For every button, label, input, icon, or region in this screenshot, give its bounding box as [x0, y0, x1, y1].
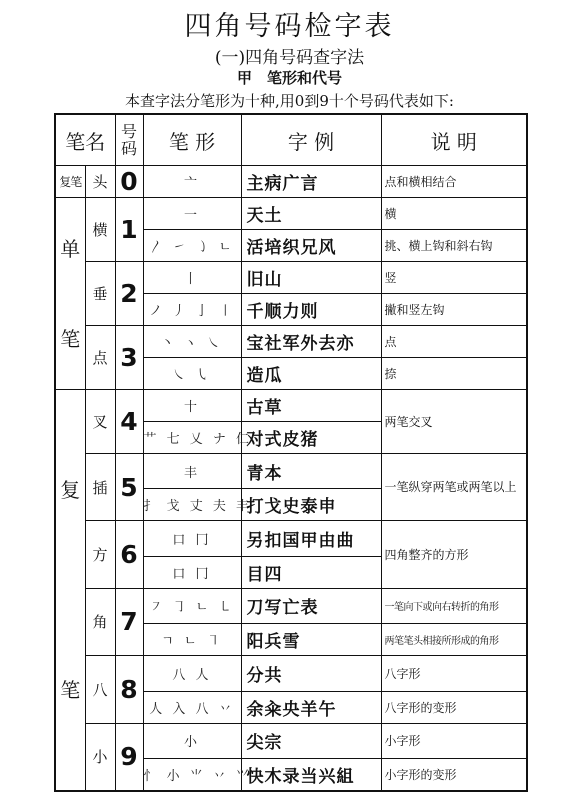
- stroke-shape: 小: [143, 723, 241, 758]
- subcategory: 角: [85, 588, 115, 655]
- note: 两笔交叉: [381, 390, 527, 454]
- note: 横: [381, 198, 527, 230]
- category-compound-head: 复笔: [55, 166, 85, 198]
- example-chars: 青本: [241, 454, 381, 489]
- code-number: 7: [115, 588, 143, 655]
- example-chars: 旧山: [241, 262, 381, 294]
- note: 八字形的变形: [381, 691, 527, 723]
- code-number: 0: [115, 166, 143, 198]
- stroke-shape: 丶 ヽ ㇏: [143, 326, 241, 358]
- table-row: [55, 723, 527, 758]
- header-number: 号码: [115, 114, 143, 166]
- stroke-shape: 忄 小 ⺌ 丷 ⺍: [143, 759, 241, 792]
- subcategory: 头: [85, 166, 115, 198]
- code-number: 4: [115, 390, 143, 454]
- category-compound: [55, 390, 85, 792]
- table-row: [55, 326, 527, 358]
- example-chars: 对式皮猪: [241, 422, 381, 454]
- note: 一笔纵穿两笔或两笔以上: [381, 454, 527, 521]
- note: 两笔笔头相接所形成的角形: [381, 624, 527, 656]
- code-number: 8: [115, 656, 143, 723]
- note: 八字形: [381, 656, 527, 691]
- example-chars: 造瓜: [241, 358, 381, 390]
- stroke-shape: 口 冂: [143, 521, 241, 556]
- stroke-shape: 人 入 八 丷: [143, 691, 241, 723]
- stroke-shape: 十: [143, 390, 241, 422]
- example-chars: 活培织兄风: [241, 230, 381, 262]
- stroke-shape: 一: [143, 198, 241, 230]
- header-stroke: 笔 形: [143, 114, 241, 166]
- stroke-shape: 口 冂: [143, 556, 241, 588]
- intro-text: 本查字法分笔形为十种,用0到9十个号码代表如下:: [125, 92, 454, 110]
- example-chars: 古草: [241, 390, 381, 422]
- table-row: [55, 198, 527, 230]
- category-single: [55, 198, 85, 390]
- note: 一笔向下或向右转折的角形: [381, 588, 527, 623]
- subcategory: 叉: [85, 390, 115, 454]
- stroke-shape: 亠: [143, 166, 241, 198]
- subcategory: 插: [85, 454, 115, 521]
- stroke-shape: 扌 戈 丈 夫 丰: [143, 489, 241, 521]
- table-row: [55, 262, 527, 294]
- stroke-shape: 艹 七 乂 ナ 仁: [143, 422, 241, 454]
- code-number: 5: [115, 454, 143, 521]
- stroke-shape: 丰: [143, 454, 241, 489]
- example-chars: 宝社军外去亦: [241, 326, 381, 358]
- subcategory: 八: [85, 656, 115, 723]
- example-chars: 主病广言: [241, 166, 381, 198]
- note: 小字形的变形: [381, 759, 527, 792]
- example-chars: 刀写亡表: [241, 588, 381, 623]
- note: 小字形: [381, 723, 527, 758]
- table-row: [55, 521, 527, 556]
- example-chars: 阳兵雪: [241, 624, 381, 656]
- section-heading: 甲 笔形和代号: [236, 69, 342, 87]
- stroke-shape: ㄱ ㄴ ㇕: [143, 624, 241, 656]
- table-row: [55, 166, 527, 198]
- note: 竖: [381, 262, 527, 294]
- code-number: 6: [115, 521, 143, 588]
- stroke-shape: ㇇ ㇆ ㄴ ㇄: [143, 588, 241, 623]
- example-chars: 另扣国甲由曲: [241, 521, 381, 556]
- code-number: 1: [115, 198, 143, 262]
- category-compound-label: 复笔: [60, 478, 81, 702]
- header-category: 笔名: [55, 114, 115, 166]
- note: 撇和竖左钩: [381, 294, 527, 326]
- note: 挑、横上钩和斜右钩: [381, 230, 527, 262]
- stroke-shape: ノ 丿 亅 〡: [143, 294, 241, 326]
- code-number: 9: [115, 723, 143, 791]
- category-single-label: 单笔: [60, 236, 81, 351]
- header-example: 字 例: [241, 114, 381, 166]
- note: 四角整齐的方形: [381, 521, 527, 588]
- code-number: 2: [115, 262, 143, 326]
- note: 点: [381, 326, 527, 358]
- example-chars: 快木录当兴組: [241, 759, 381, 792]
- table-row: [55, 390, 527, 422]
- table-row: [55, 656, 527, 691]
- page-title: 四角号码检字表: [184, 11, 395, 42]
- stroke-shape: 八 人: [143, 656, 241, 691]
- subcategory: 横: [85, 198, 115, 262]
- example-chars: 打戈史泰申: [241, 489, 381, 521]
- example-chars: 目四: [241, 556, 381, 588]
- stroke-shape: 丨: [143, 262, 241, 294]
- table-row: [55, 454, 527, 489]
- stroke-shape: ㇏ ㇂: [143, 358, 241, 390]
- subcategory: 点: [85, 326, 115, 390]
- subtitle: (一)四角号码查字法: [214, 48, 365, 68]
- note: 捺: [381, 358, 527, 390]
- subcategory: 垂: [85, 262, 115, 326]
- example-chars: 余籴央羊午: [241, 691, 381, 723]
- stroke-shape: 〳 ㇀ ㇁ ㄴ: [143, 230, 241, 262]
- example-chars: 千顺力则: [241, 294, 381, 326]
- example-chars: 尖宗: [241, 723, 381, 758]
- four-corner-table: [54, 113, 528, 792]
- note: 点和横相结合: [381, 166, 527, 198]
- example-chars: 分共: [241, 656, 381, 691]
- example-chars: 天土: [241, 198, 381, 230]
- subcategory: 方: [85, 521, 115, 588]
- table-row: [55, 588, 527, 623]
- header-note: 说 明: [381, 114, 527, 166]
- code-number: 3: [115, 326, 143, 390]
- header-row: [55, 114, 527, 166]
- subcategory: 小: [85, 723, 115, 791]
